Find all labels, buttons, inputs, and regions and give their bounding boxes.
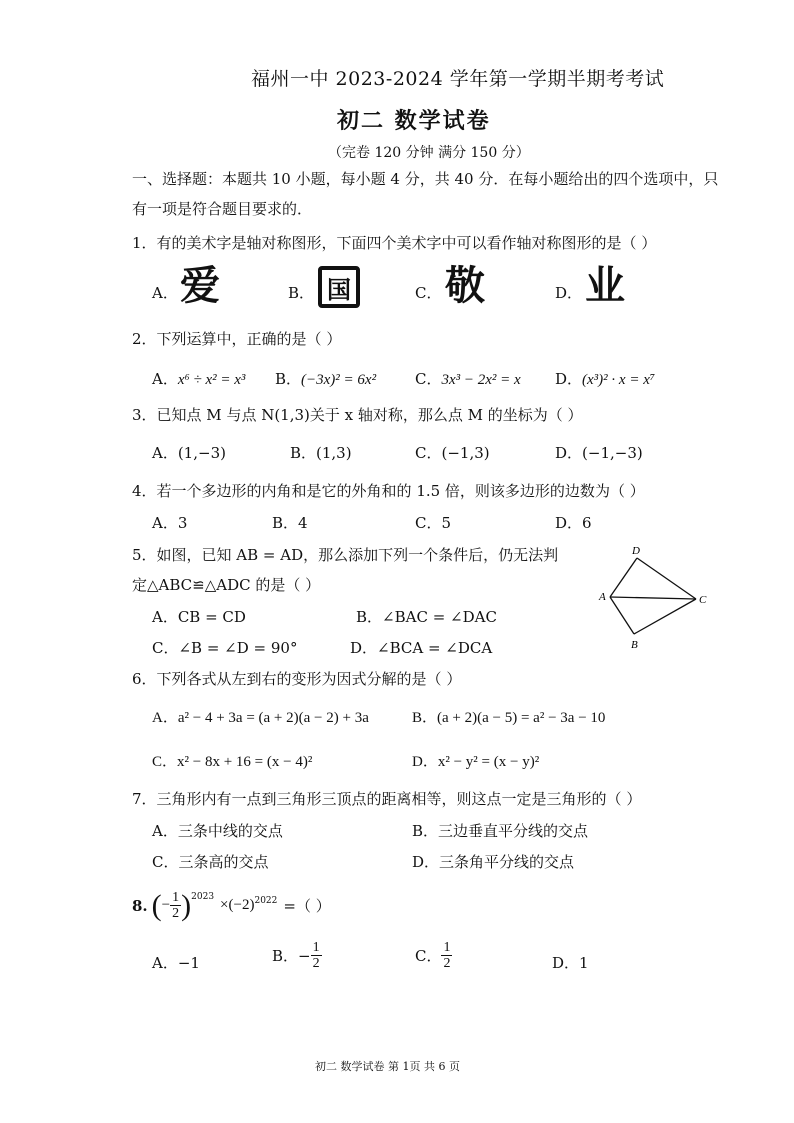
q2-option-b	[275, 368, 376, 389]
q8-exponent-2: 2022	[254, 896, 278, 906]
q7-option-a: A．三条中线的交点	[152, 822, 283, 840]
q8-times-term: ×(−2)	[220, 897, 255, 914]
q6-option-b: B．(a + 2)(a − 5) = a² − 3a − 10	[412, 710, 606, 726]
q1-option-b-glyph: 国	[327, 275, 351, 304]
figure-label-a: A	[599, 591, 606, 603]
question-6-stem: 6．下列各式从左到右的变形为因式分解的是（ ）	[132, 670, 462, 688]
question-5-stem-line2: 定△ABC≌△ADC 的是（ ）	[132, 576, 321, 594]
q1-option-d-glyph: 业	[585, 263, 625, 309]
question-2-stem: 2．下列运算中，正确的是（ ）	[132, 330, 342, 348]
q2-option-c-label: C．	[415, 370, 442, 388]
q8-option-b-fraction	[311, 940, 322, 972]
q1-option-a-glyph: 爱	[180, 263, 218, 309]
section-heading-line1: 一、选择题：本题共 10 小题，每小题 4 分，共 40 分．在每小题给出的四个选项中，只	[132, 170, 719, 188]
q8-number: 8.	[132, 896, 148, 915]
q3-option-b: B．(1,3)	[290, 444, 352, 462]
q3-option-c: C．(−1,3)	[415, 444, 490, 462]
figure-label-b: B	[631, 639, 638, 651]
q1-option-d-label: D．	[555, 284, 583, 302]
segment-ba	[610, 597, 634, 634]
question-4-stem: 4．若一个多边形的内角和是它的外角和的 1.5 倍，则该多边形的边数为（ ）	[132, 482, 645, 500]
q6-option-d: D．x² − y² = (x − y)²	[412, 754, 540, 770]
q5-figure-quadrilateral	[592, 542, 722, 652]
question-5-stem-line1: 5．如图，已知 AB = AD，那么添加下列一个条件后，仍无法判	[132, 546, 559, 564]
q1-option-a-label: A．	[152, 284, 178, 302]
q2-option-a-label: A．	[152, 370, 178, 388]
q8-exponent-1: 2023	[191, 892, 215, 902]
q8-option-c-numerator: 1	[443, 940, 451, 955]
q7-option-c: C．三条高的交点	[152, 853, 269, 871]
q4-option-d: D．6	[555, 514, 592, 532]
q4-option-b: B．4	[272, 514, 308, 532]
q8-negative-sign: −	[161, 897, 171, 914]
q8-fraction-denominator: 2	[172, 906, 180, 922]
section-heading-line2: 有一项是符合题目要求的．	[132, 200, 313, 218]
q8-option-c-denominator: 2	[443, 956, 451, 972]
question-1-stem: 1．有的美术字是轴对称图形，下面四个美术字中可以看作轴对称图形的是（ ）	[132, 234, 657, 252]
q1-option-b-image	[318, 266, 360, 308]
segment-dc	[637, 558, 696, 599]
page-title: 初二 数学试卷	[337, 109, 491, 134]
q8-tail: =（ ）	[283, 897, 331, 916]
q8-option-b-label: B．−	[272, 947, 311, 966]
q8-option-b-numerator: 1	[312, 940, 320, 955]
q8-fraction-numerator: 1	[172, 890, 180, 905]
q8-option-a: A．−1	[152, 954, 200, 972]
q5-option-a: A．CB = CD	[152, 608, 246, 626]
figure-label-c: C	[699, 594, 707, 606]
q4-option-c: C．5	[415, 514, 452, 532]
q8-option-c	[415, 940, 452, 972]
q2-option-a-expr: x⁶ ÷ x² = x³	[177, 372, 246, 388]
q2-option-d	[555, 368, 655, 389]
q2-option-c-expr: 3x³ − 2x² = x	[441, 372, 521, 388]
q4-option-a: A．3	[152, 514, 188, 532]
question-3-stem: 3．已知点 M 与点 N(1,3)关于 x 轴对称，那么点 M 的坐标为（ ）	[132, 406, 583, 424]
q2-option-b-label: B．	[275, 370, 302, 388]
q6-option-c: C．x² − 8x + 16 = (x − 4)²	[152, 754, 313, 770]
q3-option-a: A．(1,−3)	[152, 444, 226, 462]
segment-ad	[610, 558, 637, 597]
q8-option-b	[272, 940, 322, 972]
q8-fraction	[170, 890, 181, 922]
q2-option-b-expr: (−3x)² = 6x²	[301, 372, 377, 388]
q2-option-c	[415, 368, 521, 389]
q7-option-d: D．三条角平分线的交点	[412, 853, 575, 871]
q3-option-d: D．(−1,−3)	[555, 444, 643, 462]
segment-cb	[634, 599, 696, 634]
question-8-stem: 8. ( − $\frac{1}{2}$ ) 2023 ×(−2) 2022 =（ ）	[132, 888, 331, 922]
segment-ac	[610, 597, 696, 599]
q5-option-b: B．∠BAC = ∠DAC	[356, 608, 497, 626]
q8-option-c-label: C．	[415, 947, 442, 966]
q7-option-b: B．三边垂直平分线的交点	[412, 822, 589, 840]
q1-option-c-label: C．	[415, 284, 442, 302]
q2-option-d-expr: (x³)² · x = x⁷	[582, 372, 656, 388]
q8-option-d: D．1	[552, 954, 589, 972]
q6-option-a: A．a² − 4 + 3a = (a + 2)(a − 2) + 3a	[152, 710, 369, 726]
question-7-stem: 7．三角形内有一点到三角形三顶点的距离相等，则这点一定是三角形的（ ）	[132, 790, 642, 808]
q2-option-a	[152, 368, 245, 389]
q5-option-d: D．∠BCA = ∠DCA	[350, 639, 493, 657]
q1-option-b-label: B．	[288, 284, 315, 302]
exam-note: （完卷 120 分钟 满分 150 分）	[328, 145, 530, 161]
page-footer: 初二 数学试卷 第 1页 共 6 页	[315, 1060, 460, 1073]
q1-option-c-glyph: 敬	[445, 263, 485, 309]
q8-option-b-denominator: 2	[312, 956, 320, 972]
figure-label-d: D	[632, 545, 640, 557]
q2-option-d-label: D．	[555, 370, 583, 388]
q8-option-c-fraction	[441, 940, 452, 972]
exam-title: 福州一中 2023-2024 学年第一学期半期考考试	[251, 68, 665, 90]
q5-option-c: C．∠B = ∠D = 90°	[152, 639, 298, 657]
